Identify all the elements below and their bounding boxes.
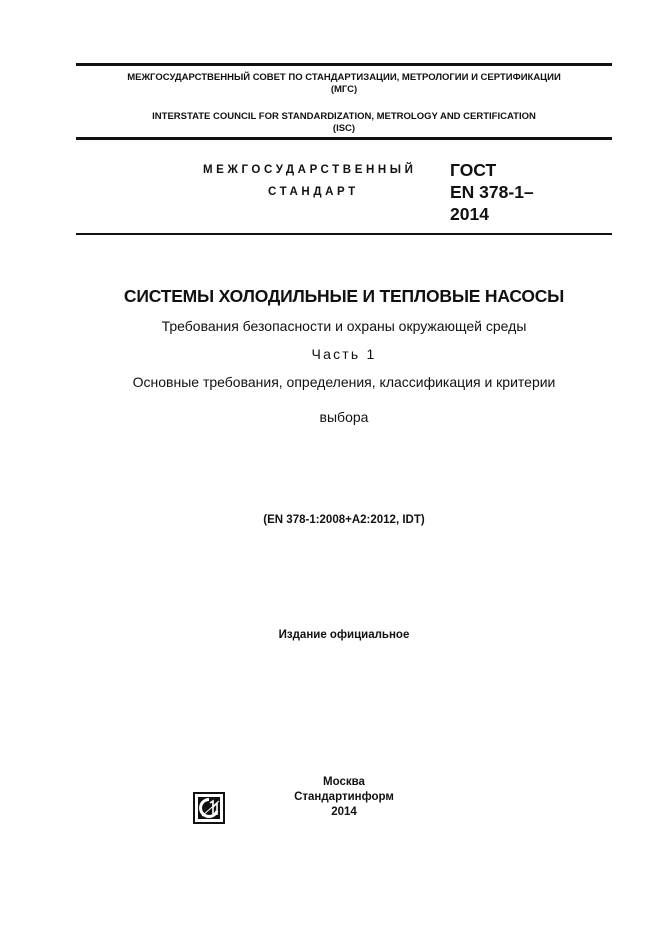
council-name-ru xyxy=(76,72,612,96)
standard-label-line1: МЕЖГОСУДАРСТВЕННЫЙ xyxy=(203,164,417,176)
standartinform-logo xyxy=(193,792,225,824)
part-number: Часть 1 xyxy=(311,346,377,362)
designation-number: EN 378-1– xyxy=(450,182,534,202)
designation-rule xyxy=(76,233,612,235)
part-title-line2: выбора xyxy=(319,409,369,425)
document-title: СИСТЕМЫ ХОЛОДИЛЬНЫЕ И ТЕПЛОВЫЕ НАСОСЫ xyxy=(123,286,565,306)
council-name-en xyxy=(76,111,612,135)
publisher-name: Стандартинформ xyxy=(294,791,394,803)
publication-year: 2014 xyxy=(331,806,357,818)
top-rule xyxy=(76,63,612,66)
council-abbr-ru: (МГС) xyxy=(330,84,358,95)
standard-label-line2: СТАНДАРТ xyxy=(268,186,359,198)
document-subtitle: Требования безопасности и охраны окружающей среды xyxy=(161,318,527,334)
edition-note: Издание официальное xyxy=(278,629,410,641)
standard-designation xyxy=(450,159,534,225)
council-name-en-line1: INTERSTATE COUNCIL FOR STANDARDIZATION, METROLOGY AND CERTIFICATION xyxy=(152,111,536,122)
council-abbr-en: (ISC) xyxy=(332,123,356,134)
designation-year: 2014 xyxy=(450,204,489,224)
international-reference: (EN 378-1:2008+A2:2012, IDT) xyxy=(263,514,425,526)
designation-gost: ГОСТ xyxy=(450,160,497,180)
publisher-city: Москва xyxy=(323,776,365,788)
council-name-ru-line1: МЕЖГОСУДАРСТВЕННЫЙ СОВЕТ ПО СТАНДАРТИЗАЦИИ, МЕТРОЛОГИИ И СЕРТИФИКАЦИИ xyxy=(127,72,561,83)
part-title-line1: Основные требования, определения, классификация и критерии xyxy=(132,374,556,390)
header-bottom-rule xyxy=(76,137,612,140)
